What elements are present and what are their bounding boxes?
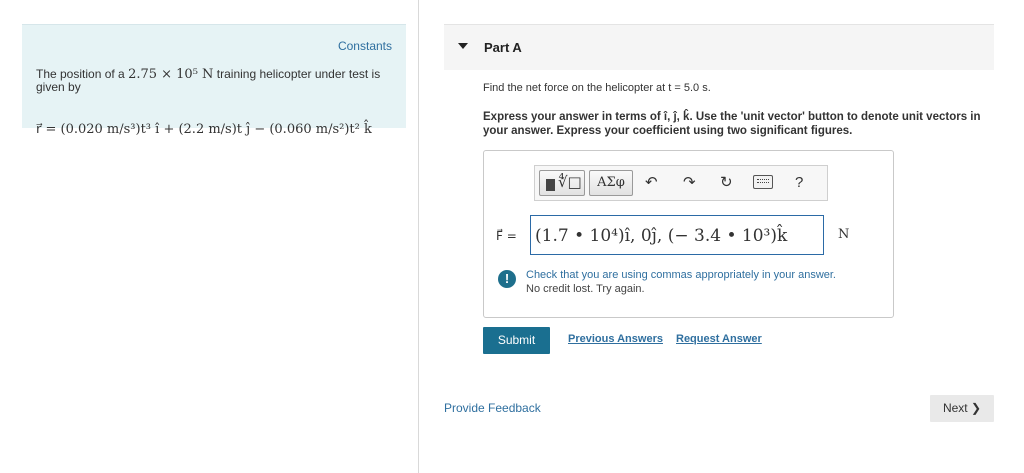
constants-link[interactable]: Constants [337,39,392,53]
problem-prefix: The position of a [36,67,129,81]
answer-value[interactable]: (1.7 • 10⁴)î, 0ĵ, (− 3.4 • 10³)k̂ [535,226,788,246]
keyboard-icon[interactable] [753,175,773,189]
part-title: Part A [484,40,522,55]
provide-feedback-link[interactable]: Provide Feedback [444,401,541,415]
position-equation: r⃗ = (0.020 m/s³)t³ î + (2.2 m/s)t ĵ − (0.060 m/s²)t² k̂ [36,122,372,137]
next-button[interactable]: Next ❯ [930,395,994,422]
answer-input[interactable] [530,215,824,255]
request-answer-link[interactable]: Request Answer [676,333,762,345]
radical-icon: ∜□ [558,173,582,191]
answer-box [483,150,894,318]
templates-button[interactable] [539,170,585,196]
caret-down-icon[interactable] [458,43,468,49]
greek-button[interactable]: ΑΣφ [589,170,633,196]
question-text: Find the net force on the helicopter at t = 5.0 s. [483,82,711,94]
redo-icon[interactable]: ↷ [683,174,696,191]
problem-text [36,68,396,94]
instructions-text: Express your answer in terms of î, ĵ, k̂. Use the 'unit vector' button to denote unit vectors in your answer. Express your coefficient using two significant figures. [483,111,981,137]
answer-unit: N [838,227,850,242]
part-a-header[interactable] [444,24,994,70]
previous-answers-link[interactable]: Previous Answers [568,333,663,345]
alert-icon: ! [498,270,516,288]
helicopter-weight: 2.75 × 10⁵ N [128,67,214,82]
help-button[interactable]: ? [795,174,804,191]
math-toolbar [534,165,828,201]
problem-panel [22,24,406,137]
feedback-message: Check that you are using commas appropriately in your answer. [526,269,836,281]
reset-icon[interactable]: ↻ [720,174,733,191]
answer-label: F⃗ = [496,229,517,243]
template-icon [546,179,555,191]
problem-suffix: training helicopter under test is given by [36,67,381,94]
submit-button[interactable]: Submit [483,327,550,354]
panel-divider [418,0,419,473]
undo-icon[interactable]: ↶ [645,174,658,191]
feedback-detail: No credit lost. Try again. [526,283,645,295]
